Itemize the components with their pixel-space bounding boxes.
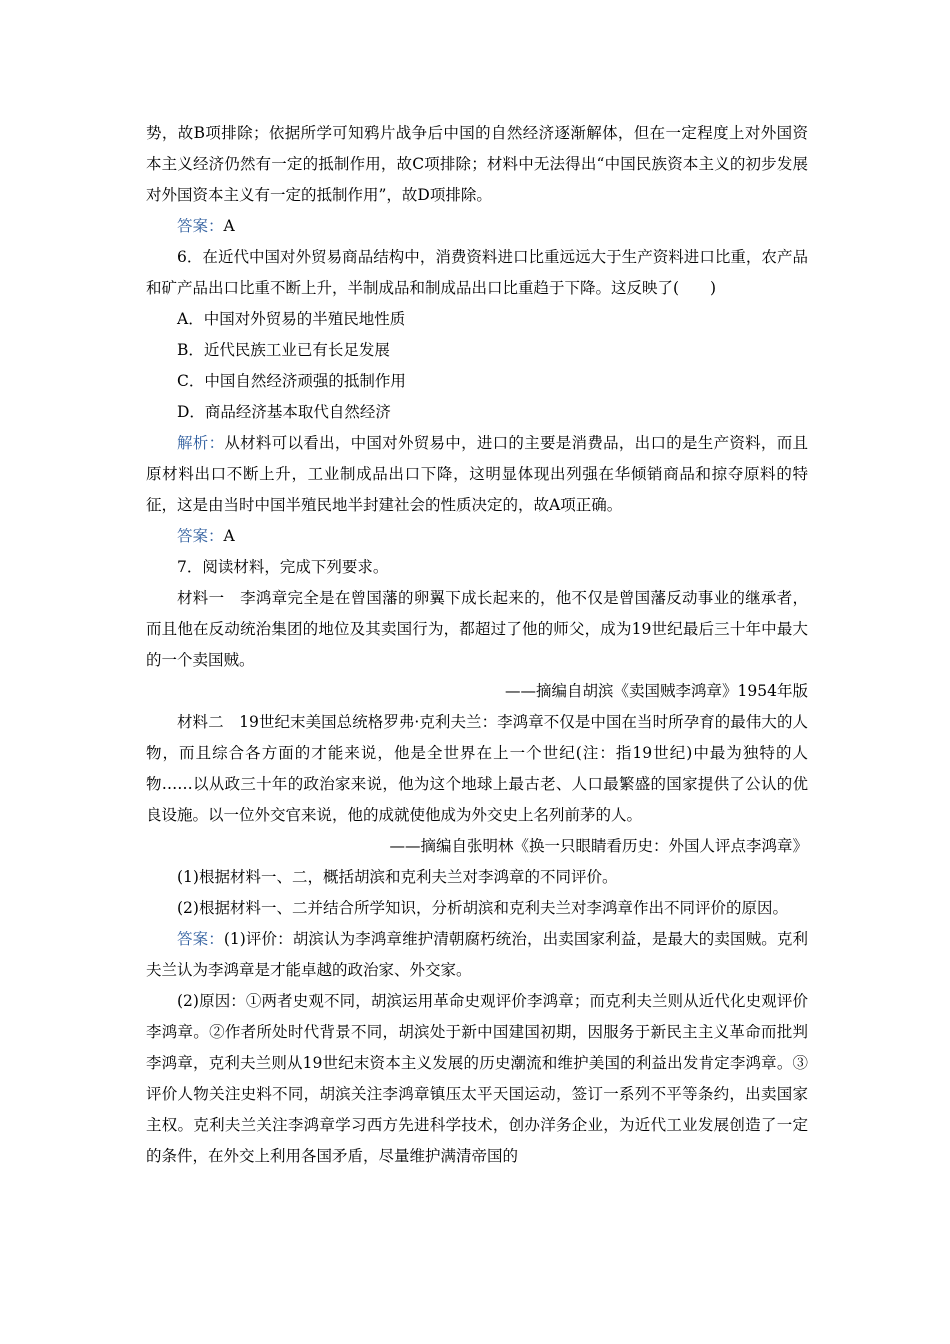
q7-material-1: 材料一 李鸿章完全是在曾国藩的卵翼下成长起来的，他不仅是曾国藩反动事业的继承者，而且他在反动统治集团的地位及其卖国行为，都超过了他的师父，成为19世纪最后三十年中最大的一个卖国贼。 bbox=[146, 589, 808, 669]
q7-answer-1 bbox=[146, 924, 808, 986]
q6-option-a: A．中国对外贸易的半殖民地性质 bbox=[177, 310, 406, 328]
document-page bbox=[146, 118, 808, 1172]
q7-answer-2: (2)原因：①两者史观不同，胡滨运用革命史观评价李鸿章；而克利夫兰则从近代化史观评价李鸿章。②作者所处时代背景不同，胡滨处于新中国建国初期，因服务于新民主主义革命而批判李鸿章，克利夫兰则从19世纪末资本主义发展的历史潮流和维护美国的利益出发肯定李鸿章。③评价人物关注史料不同，胡滨关注李鸿章镇压太平天国运动，签订一系列不平等条约，出卖国家主权。克利夫兰关注李鸿章学习西方先进科学技术，创办洋务企业，为近代工业发展创造了一定的条件，在外交上利用各国矛盾，尽量维护满清帝国的 bbox=[146, 992, 808, 1165]
answer-value: A bbox=[223, 217, 235, 235]
q5-analysis-tail: 势，故B项排除；依据所学可知鸦片战争后中国的自然经济逐渐解体，但在一定程度上对外国资本主义经济仍然有一定的抵制作用，故C项排除；材料中无法得出“中国民族资本主义的初步发展对外国资本主义有一定的抵制作用”，故D项排除。 bbox=[146, 124, 808, 204]
q7-source-1: ——摘编自胡滨《卖国贼李鸿章》1954年版 bbox=[505, 682, 808, 700]
analysis-text: 从材料可以看出，中国对外贸易中，进口的主要是消费品，出口的是生产资料，而且原材料出口不断上升，工业制成品出口下降，这明显体现出列强在华倾销商品和掠夺原料的特征，这是由当时中国半殖民地半封建社会的性质决定的，故A项正确。 bbox=[146, 434, 808, 514]
q6-option-c: C．中国自然经济顽强的抵制作用 bbox=[177, 372, 406, 390]
q7-stem: 7．阅读材料，完成下列要求。 bbox=[177, 558, 389, 576]
answer-label: 答案： bbox=[177, 527, 224, 545]
answer-label: 答案： bbox=[177, 930, 224, 948]
q6-answer bbox=[146, 521, 808, 552]
q7-question-1: (1)根据材料一、二，概括胡滨和克利夫兰对李鸿章的不同评价。 bbox=[177, 868, 618, 886]
q6-option-b: B．近代民族工业已有长足发展 bbox=[177, 341, 390, 359]
q7-question-2: (2)根据材料一、二并结合所学知识，分析胡滨和克利夫兰对李鸿章作出不同评价的原因。 bbox=[177, 899, 788, 917]
q6-option-d: D．商品经济基本取代自然经济 bbox=[177, 403, 391, 421]
answer-value: A bbox=[223, 527, 235, 545]
answer-text: (1)评价：胡滨认为李鸿章维护清朝腐朽统治，出卖国家利益，是最大的卖国贼。克利夫兰认为李鸿章是才能卓越的政治家、外交家。 bbox=[146, 930, 808, 979]
q7-material-2: 材料二 19世纪末美国总统格罗弗·克利夫兰：李鸿章不仅是中国在当时所孕育的最伟大的人物，而且综合各方面的才能来说，他是全世界在上一个世纪(注：指19世纪)中最为独特的人物……以从政三十年的政治家来说，他为这个地球上最古老、人口最繁盛的国家提供了公认的优良设施。以一位外交官来说，他的成就使他成为外交史上名列前茅的人。 bbox=[146, 713, 808, 824]
q7-source-2: ——摘编自张明林《换一只眼睛看历史：外国人评点李鸿章》 bbox=[389, 837, 808, 855]
q6-analysis bbox=[146, 428, 808, 521]
analysis-label: 解析： bbox=[177, 434, 225, 452]
answer-label: 答案： bbox=[177, 217, 224, 235]
q6-stem: 6．在近代中国对外贸易商品结构中，消费资料进口比重远远大于生产资料进口比重，农产品和矿产品出口比重不断上升，半制成品和制成品出口比重趋于下降。这反映了( ) bbox=[146, 248, 808, 297]
q5-answer bbox=[146, 211, 808, 242]
